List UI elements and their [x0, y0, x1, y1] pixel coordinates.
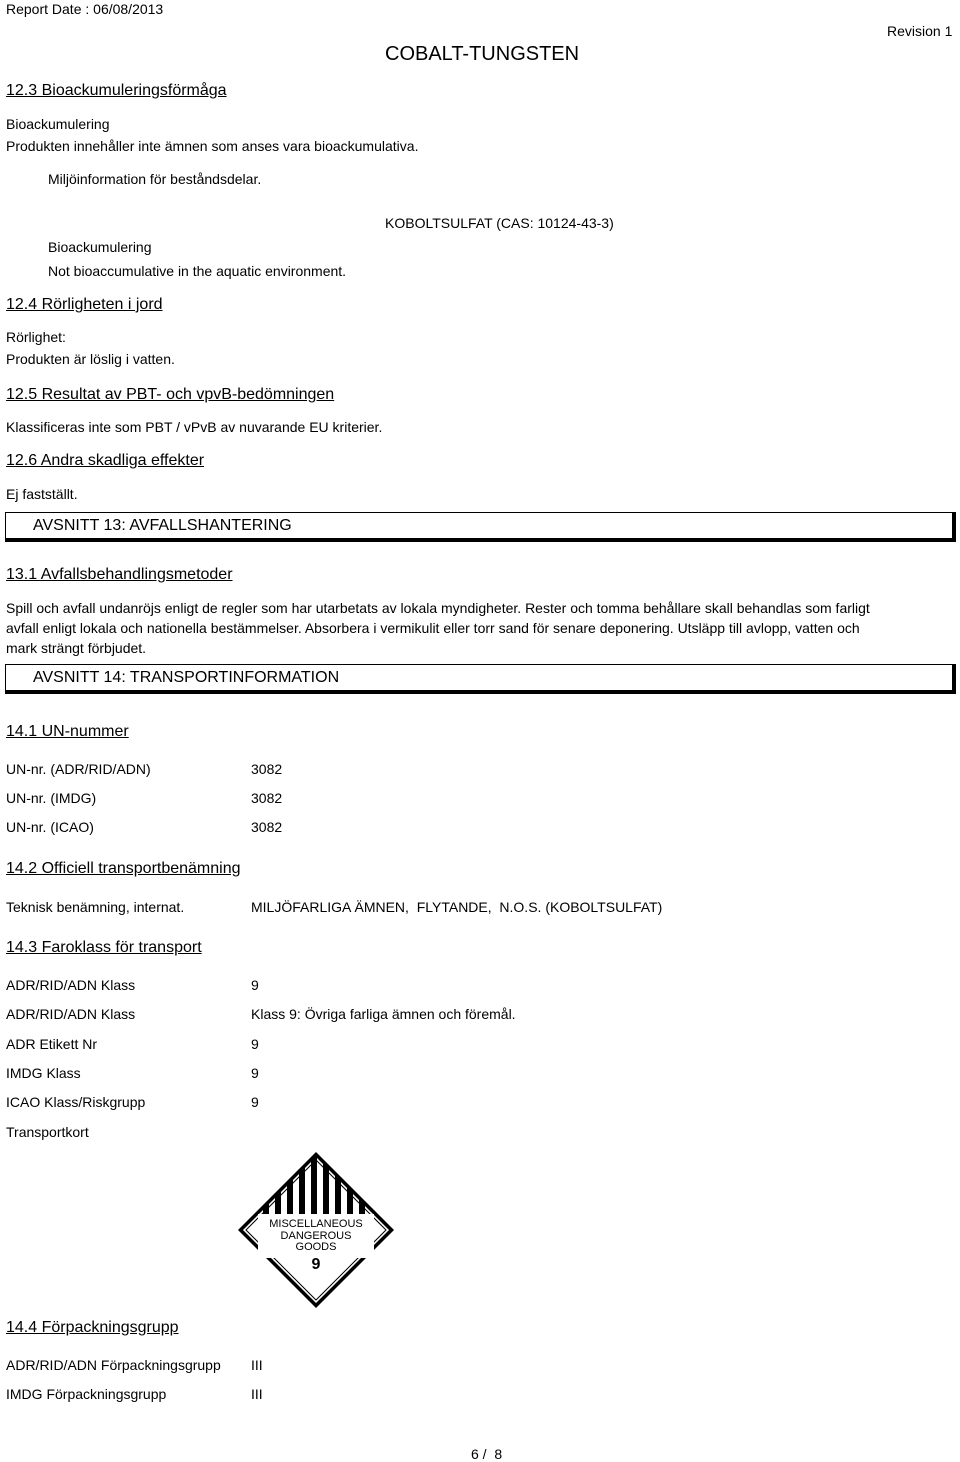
mobility-text: Produkten är löslig i vatten.: [6, 351, 175, 367]
product-name: COBALT-TUNGSTEN: [385, 43, 580, 65]
section-12-3-heading: 12.3 Bioackumuleringsförmåga: [6, 82, 227, 99]
hazard-class-value: 9: [251, 1065, 259, 1081]
section-14-3-heading: 14.3 Faroklass för transport: [6, 939, 202, 956]
un-number-label: UN-nr. (ICAO): [6, 819, 94, 835]
technical-name-label: Teknisk benämning, internat.: [6, 899, 185, 915]
bioaccumulation-label: Bioackumulering: [6, 116, 110, 132]
hazard-class-label: ADR/RID/ADN Klass: [6, 977, 136, 993]
section-14-1-heading: 14.1 UN-nummer: [6, 723, 129, 740]
un-number-label: UN-nr. (ADR/RID/ADN): [6, 761, 151, 777]
packing-group-value: III: [251, 1386, 263, 1402]
un-number-value: 3082: [251, 761, 283, 777]
section-13-title: AVSNITT 13: AVFALLSHANTERING: [33, 517, 292, 534]
technical-name-value: MILJÖFARLIGA ÄMNEN, FLYTANDE, N.O.S. (KOBOLTSULFAT): [251, 899, 663, 915]
pictogram-line-1: MISCELLANEOUS: [269, 1218, 363, 1230]
hazard-class-label: ADR Etikett Nr: [6, 1036, 98, 1052]
class-9-hazard-diamond-icon: [236, 1150, 396, 1310]
waste-treatment-text: Spill och avfall undanröjs enligt de regler som har utarbetats av lokala myndigheter. Rester och tomma behållare skall behandlas som farligt avfall enligt lokala och nationella bestämmelser. Absorbera i vermikulit eller torr sand för senare deponering. Utsläpp till avlopp, vatten och mark strängt förbjudet.: [6, 600, 870, 656]
page-number: 6 / 8: [471, 1446, 503, 1462]
section-13-bar: [5, 512, 956, 542]
section-14-title: AVSNITT 14: TRANSPORTINFORMATION: [33, 669, 340, 686]
section-14-4-heading: 14.4 Förpackningsgrupp: [6, 1319, 179, 1336]
section-12-4-heading: 12.4 Rörligheten i jord: [6, 296, 163, 313]
section-14-2-heading: 14.2 Officiell transportbenämning: [6, 860, 241, 877]
component-bioaccumulation-text: Not bioaccumulative in the aquatic environment.: [48, 263, 347, 279]
packing-group-label: IMDG Förpackningsgrupp: [6, 1386, 167, 1402]
hazard-class-value: 9: [251, 1094, 259, 1110]
hazard-class-value: 9: [251, 1036, 259, 1052]
hazard-class-value: 9: [251, 977, 259, 993]
un-number-value: 3082: [251, 819, 283, 835]
mobility-label: Rörlighet:: [6, 329, 66, 345]
section-13-1-heading: 13.1 Avfallsbehandlingsmetoder: [6, 566, 233, 583]
bioaccumulation-text: Produkten innehåller inte ämnen som anses vara bioackumulativa.: [6, 138, 419, 154]
report-date: Report Date : 06/08/2013: [6, 1, 164, 17]
revision: Revision 1: [887, 23, 953, 39]
pictogram-line-2: DANGEROUS: [280, 1230, 352, 1242]
hazard-class-label: IMDG Klass: [6, 1065, 81, 1081]
un-number-value: 3082: [251, 790, 283, 806]
hazard-class-label: ICAO Klass/Riskgrupp: [6, 1094, 146, 1110]
hazard-class-label: ADR/RID/ADN Klass: [6, 1006, 136, 1022]
component-bioaccumulation-label: Bioackumulering: [48, 239, 152, 255]
section-14-bar: [5, 664, 956, 694]
component-name: KOBOLTSULFAT (CAS: 10124-43-3): [385, 215, 614, 231]
component-info: Miljöinformation för beståndsdelar.: [48, 171, 262, 187]
un-number-label: UN-nr. (IMDG): [6, 790, 97, 806]
section-12-6-heading: 12.6 Andra skadliga effekter: [6, 452, 205, 469]
pbt-text: Klassificeras inte som PBT / vPvB av nuvarande EU kriterier.: [6, 419, 383, 435]
pictogram-number: 9: [311, 1256, 321, 1273]
section-12-5-heading: 12.5 Resultat av PBT- och vpvB-bedömningen: [6, 386, 335, 403]
pictogram-line-3: GOODS: [295, 1241, 337, 1253]
packing-group-label: ADR/RID/ADN Förpackningsgrupp: [6, 1357, 221, 1373]
packing-group-value: III: [251, 1357, 263, 1373]
hazard-class-value: Klass 9: Övriga farliga ämnen och föremål.: [251, 1006, 516, 1022]
transport-label: Transportkort: [6, 1124, 89, 1140]
other-effects-text: Ej fastställt.: [6, 486, 78, 502]
